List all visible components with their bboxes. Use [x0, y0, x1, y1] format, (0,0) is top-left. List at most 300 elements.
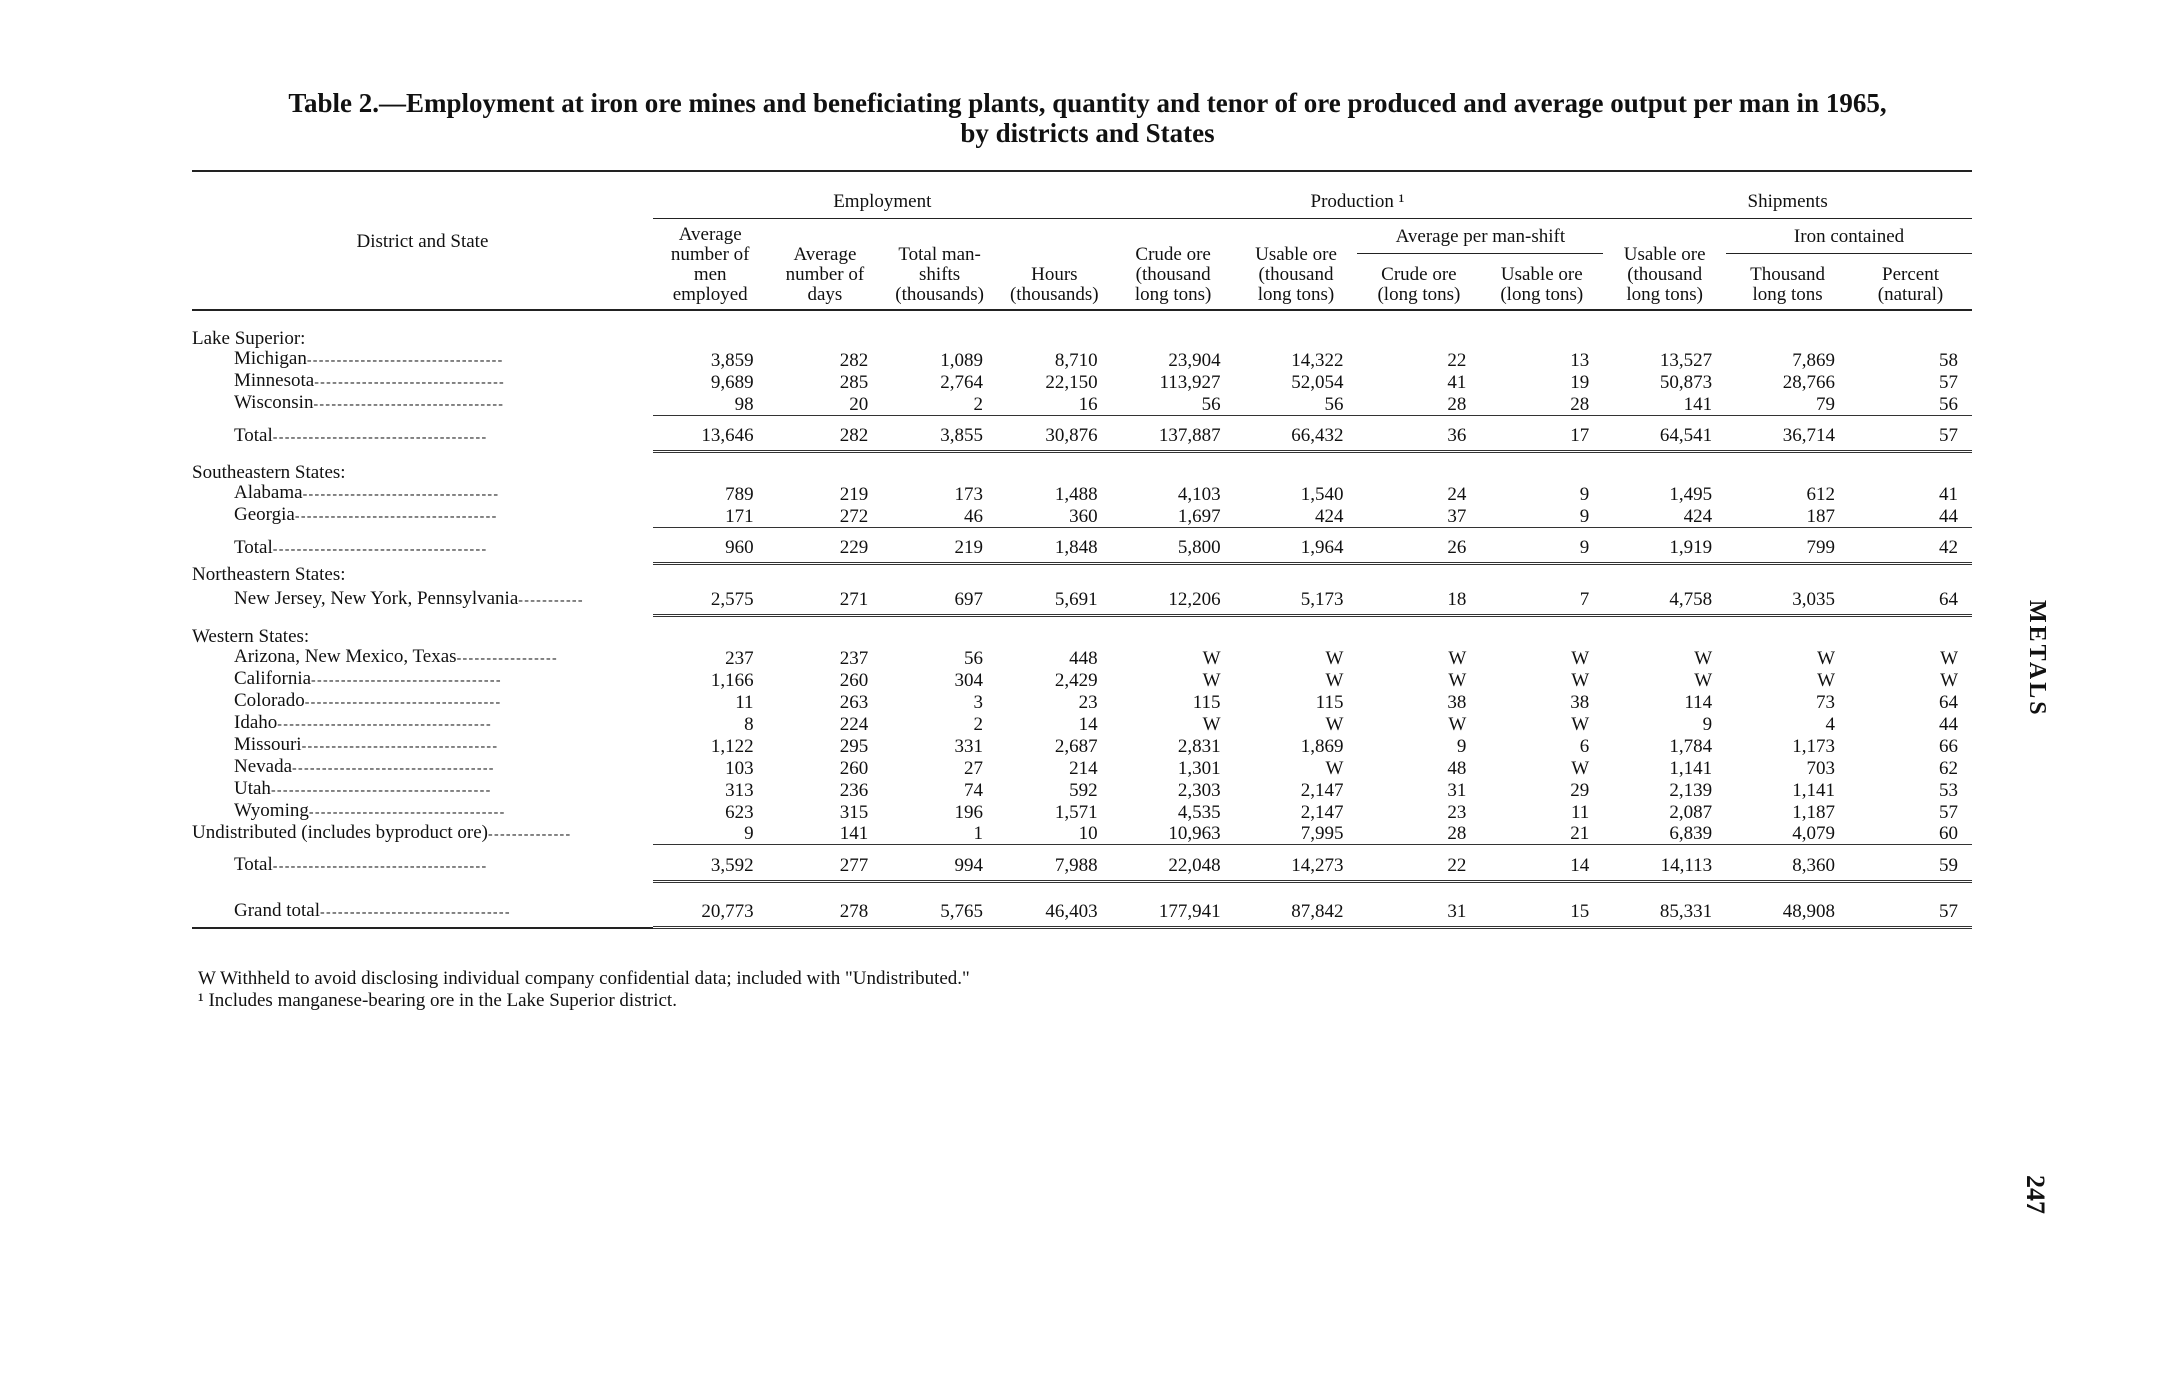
table-cell: 3,035 — [1726, 585, 1849, 615]
table-cell: 5,765 — [882, 897, 997, 928]
table-cell: 1,089 — [940, 350, 983, 371]
table-cell: 313 — [725, 779, 754, 801]
table-row — [192, 505, 1972, 527]
table-cell: 13,527 — [1659, 350, 1713, 371]
table-cell: 44 — [1939, 713, 1958, 735]
table-cell: 1,848 — [997, 534, 1112, 564]
table-cell: 98 — [653, 393, 768, 415]
row-label — [192, 585, 653, 615]
row-label — [192, 823, 653, 845]
table-cell: 7,995 — [1235, 823, 1358, 845]
table-cell: 592 — [1069, 779, 1098, 801]
table-cell: 56 — [963, 647, 983, 669]
row-label — [192, 713, 653, 735]
table-cell: 9 — [1480, 505, 1603, 527]
table-cell: 1,540 — [1300, 484, 1344, 505]
row-label-text: Wisconsin — [234, 392, 314, 413]
spacer-row — [192, 615, 1972, 627]
group-heading: Western States: — [192, 625, 310, 647]
table-cell: 23 — [1447, 801, 1467, 823]
leader-dots: ------------------------------------ — [272, 541, 488, 557]
leader-dots: -------------------------------- — [314, 375, 506, 390]
table-cell: 23 — [1078, 691, 1098, 713]
table-cell: 219 — [882, 534, 997, 564]
header-col-4: Hours (thousands) — [1009, 264, 1099, 305]
row-label — [192, 349, 653, 371]
table-cell: 2,303 — [1177, 779, 1221, 801]
table-cell: 4,103 — [1177, 484, 1221, 505]
table-cell: 2 — [973, 713, 983, 735]
table-cell: 20 — [768, 393, 883, 415]
table-cell: 13,646 — [653, 422, 768, 452]
table-cell: W — [1448, 647, 1467, 669]
table-cell: 37 — [1357, 505, 1480, 527]
leader-dots: ---------------------------------- — [292, 760, 495, 776]
header-col-5: Crude ore (thousand long tons) — [1134, 244, 1212, 305]
group-heading-row — [192, 565, 1972, 585]
table-cell: 260 — [839, 757, 869, 779]
row-label-text: Arizona, New Mexico, Texas — [234, 645, 457, 667]
table-cell: 1,166 — [710, 669, 754, 691]
row-label-text: Idaho — [234, 711, 278, 733]
leader-dots: -------------------------------- — [311, 672, 502, 688]
header-col-11: Percent (natural) — [1877, 264, 1944, 305]
table-cell: 74 — [963, 779, 983, 801]
table-cell: 1,173 — [1792, 735, 1836, 757]
leader-dots: --------------------------------- — [301, 738, 499, 754]
table-row — [192, 713, 1972, 735]
table-cell: 285 — [839, 372, 869, 393]
row-label-text: Alabama — [234, 482, 303, 503]
table-cell: 1 — [882, 823, 997, 845]
table-row — [192, 647, 1972, 669]
row-label — [192, 483, 653, 505]
table-cell: 315 — [839, 801, 869, 823]
table-cell: 271 — [768, 585, 883, 615]
table-cell: 424 — [1603, 505, 1726, 527]
header-col-8: Usable ore (long tons) — [1500, 264, 1584, 305]
table-cell: 42 — [1849, 534, 1972, 564]
table-cell: 7 — [1480, 585, 1603, 615]
table-cell: 2,139 — [1669, 779, 1713, 801]
table-cell: 115 — [1315, 691, 1344, 713]
table-cell: W — [1448, 713, 1467, 735]
table-cell: 1,964 — [1235, 534, 1358, 564]
table-cell: 697 — [882, 585, 997, 615]
footnote-1: ¹ Includes manganese-bearing ore in the Lake Superior district. — [198, 990, 677, 1011]
table-cell: 141 — [768, 823, 883, 845]
row-label — [192, 691, 653, 713]
table-body — [192, 310, 1972, 928]
row-label-text: Undistributed (includes byproduct ore) — [192, 821, 489, 843]
header-col-7: Crude ore (long tons) — [1377, 264, 1461, 305]
table-cell: 21 — [1480, 823, 1603, 845]
table-row — [192, 691, 1972, 713]
table-cell: 196 — [954, 801, 983, 823]
table-cell: 1,784 — [1669, 735, 1713, 757]
table-cell: 8,710 — [1054, 350, 1098, 371]
row-label — [192, 422, 653, 452]
table-cell: 173 — [954, 484, 983, 505]
table-cell: 73 — [1816, 691, 1836, 713]
title-line-2: by districts and States — [960, 118, 1215, 148]
table-row — [192, 585, 1972, 615]
leader-dots: --------------------------------- — [302, 487, 500, 502]
table-cell: 229 — [768, 534, 883, 564]
row-label-text: California — [234, 667, 312, 689]
table-cell: 1,488 — [1054, 484, 1098, 505]
table-cell: 56 — [1849, 393, 1972, 415]
table-cell: 14,273 — [1235, 851, 1358, 881]
table-cell: 14,113 — [1603, 851, 1726, 881]
table-cell: 13 — [1570, 350, 1590, 371]
table-cell: 3,592 — [653, 851, 768, 881]
leader-dots: ----------------- — [456, 650, 558, 666]
table-cell: 2,764 — [940, 372, 983, 393]
table-cell: 48 — [1447, 757, 1467, 779]
table-cell: 2,087 — [1669, 801, 1713, 823]
table-cell: 2 — [882, 393, 997, 415]
table-cell: 424 — [1235, 505, 1358, 527]
group-heading-row — [192, 329, 1972, 349]
table-cell: 1,571 — [1054, 801, 1098, 823]
table-cell: 282 — [768, 422, 883, 452]
row-label — [192, 735, 653, 757]
table-cell: 46 — [882, 505, 997, 527]
leader-dots: ------------------------------------- — [270, 782, 492, 798]
table-row — [192, 735, 1972, 757]
table-cell: 64 — [1939, 691, 1958, 713]
table-cell: 22,048 — [1112, 851, 1235, 881]
table-row — [192, 897, 1972, 928]
header-col-2: Average number of days — [785, 244, 865, 305]
table-cell: 103 — [725, 757, 754, 779]
table-cell: 53 — [1939, 779, 1958, 801]
table-cell: 12,206 — [1112, 585, 1235, 615]
table-cell: 2,687 — [1054, 735, 1098, 757]
header-iron-contained: Iron contained — [1726, 219, 1972, 254]
header-col-10: Thousand long tons — [1750, 264, 1826, 305]
table-row — [192, 851, 1972, 881]
leader-dots: -------------------------------- — [313, 397, 505, 412]
table-cell: 79 — [1726, 393, 1849, 415]
table-cell: 22,150 — [1045, 372, 1098, 393]
table-cell: 38 — [1570, 691, 1590, 713]
table-cell: 237 — [725, 647, 754, 669]
header-district: District and State — [356, 231, 489, 252]
table-cell: 30,876 — [997, 422, 1112, 452]
table-cell: 2,575 — [653, 585, 768, 615]
table-cell: W — [1571, 713, 1590, 735]
table-cell: 19 — [1570, 372, 1590, 393]
table-cell: 4,758 — [1603, 585, 1726, 615]
row-label-text: Michigan — [234, 348, 307, 369]
table-cell: W — [1202, 713, 1221, 735]
table-cell: 14 — [1078, 713, 1098, 735]
table-cell: 3 — [973, 691, 983, 713]
table-row — [192, 371, 1972, 393]
header-col-6: Usable ore (thousand long tons) — [1255, 244, 1337, 305]
table-cell: 8 — [744, 713, 754, 735]
table-cell: 9 — [653, 823, 768, 845]
table-cell: 5,173 — [1235, 585, 1358, 615]
row-label — [192, 371, 653, 393]
table-cell: 1,141 — [1669, 757, 1713, 779]
table-cell: 36 — [1357, 422, 1480, 452]
leader-dots: -------------- — [488, 826, 572, 842]
table-row — [192, 483, 1972, 505]
table-cell: 141 — [1603, 393, 1726, 415]
table-row — [192, 823, 1972, 845]
table-cell: W — [1940, 647, 1958, 669]
table-cell: 9,689 — [710, 372, 754, 393]
table-cell: 214 — [1069, 757, 1098, 779]
table-cell: 41 — [1939, 484, 1958, 505]
table-cell: 260 — [839, 669, 869, 691]
table-cell: 23,904 — [1168, 350, 1221, 371]
row-label — [192, 393, 653, 415]
table-cell: 22 — [1447, 350, 1467, 371]
table-cell: 114 — [1684, 691, 1713, 713]
table-cell: W — [1817, 647, 1836, 669]
table-cell: 236 — [839, 779, 869, 801]
table-cell: 237 — [839, 647, 869, 669]
spacer-row — [192, 452, 1972, 464]
table-cell: 10 — [997, 823, 1112, 845]
table-cell: 56 — [1112, 393, 1235, 415]
row-label-text: Utah — [234, 777, 271, 799]
table-cell: 31 — [1357, 897, 1480, 928]
table-cell: 4,079 — [1726, 823, 1849, 845]
table-cell: 50,873 — [1659, 372, 1713, 393]
table-cell: W — [1694, 669, 1713, 691]
table-cell: 64 — [1849, 585, 1972, 615]
table-cell: W — [1571, 647, 1590, 669]
table-cell: 1,187 — [1792, 801, 1836, 823]
table-cell: 612 — [1806, 484, 1836, 505]
table-cell: 1,697 — [1112, 505, 1235, 527]
table-cell: 7,988 — [997, 851, 1112, 881]
table-cell: 295 — [839, 735, 869, 757]
table-cell: 85,331 — [1603, 897, 1726, 928]
table-cell: 57 — [1939, 801, 1958, 823]
table-cell: 29 — [1570, 779, 1590, 801]
table-cell: 2,429 — [1054, 669, 1098, 691]
row-label — [192, 851, 653, 881]
header-production: Production ¹ — [1112, 176, 1604, 219]
table-cell: 1,301 — [1177, 757, 1221, 779]
table-cell: 46,403 — [997, 897, 1112, 928]
table-cell: 219 — [839, 484, 869, 505]
table-cell: 20,773 — [653, 897, 768, 928]
row-label — [192, 647, 653, 669]
row-label-text: Total — [234, 424, 273, 446]
table-cell: 1,919 — [1603, 534, 1726, 564]
row-label — [192, 757, 653, 779]
table-row — [192, 534, 1972, 564]
row-label — [192, 779, 653, 801]
table-cell: 10,963 — [1112, 823, 1235, 845]
table-cell: 360 — [997, 505, 1112, 527]
table-cell: 1,122 — [710, 735, 754, 757]
leader-dots: --------------------------------- — [304, 694, 502, 710]
table-cell: 5,800 — [1112, 534, 1235, 564]
page-number: 247 — [2021, 1175, 2050, 1214]
table-cell: 1,495 — [1669, 484, 1713, 505]
table-cell: 58 — [1939, 350, 1958, 371]
table-cell: 282 — [839, 350, 869, 371]
group-heading-row — [192, 463, 1972, 483]
table-cell: 187 — [1726, 505, 1849, 527]
table-cell: W — [1325, 713, 1344, 735]
table-row — [192, 393, 1972, 415]
row-label-text: Georgia — [234, 504, 295, 525]
table-cell: 3,855 — [882, 422, 997, 452]
table-cell: 263 — [839, 691, 869, 713]
table-title — [0, 88, 2175, 148]
table-cell: 277 — [768, 851, 883, 881]
table-cell: 113,927 — [1159, 372, 1221, 393]
row-label-text: Wyoming — [234, 799, 309, 821]
footnote-w: W Withheld to avoid disclosing individual company confidential data; included with "Undistributed." — [198, 968, 970, 989]
header-shipments: Shipments — [1603, 176, 1972, 219]
table-cell: 14 — [1480, 851, 1603, 881]
table-cell: 62 — [1939, 757, 1958, 779]
header-employment: Employment — [653, 176, 1112, 219]
table-cell: 18 — [1357, 585, 1480, 615]
table-row — [192, 757, 1972, 779]
table-row — [192, 349, 1972, 371]
table-cell: W — [1940, 669, 1958, 691]
table-cell: 137,887 — [1112, 422, 1235, 452]
table-cell: W — [1448, 669, 1467, 691]
table-cell: 304 — [954, 669, 983, 691]
table-cell: 15 — [1480, 897, 1603, 928]
table-cell: 6 — [1579, 735, 1590, 757]
table-cell: 8,360 — [1726, 851, 1849, 881]
table-cell: 2,147 — [1300, 801, 1344, 823]
group-heading: Northeastern States: — [192, 564, 346, 585]
row-label — [192, 897, 653, 928]
leader-dots: -------------------------------- — [320, 904, 511, 920]
table-cell: 331 — [954, 735, 983, 757]
header-col-9: Usable ore (thousand long tons) — [1623, 244, 1706, 305]
table-cell: 9 — [1480, 534, 1603, 564]
table-cell: W — [1817, 669, 1836, 691]
table-cell: 48,908 — [1726, 897, 1849, 928]
table-cell: 994 — [882, 851, 997, 881]
table-cell: W — [1571, 757, 1590, 779]
table-cell: 57 — [1939, 372, 1958, 393]
row-label — [192, 801, 653, 823]
table-cell: W — [1571, 669, 1590, 691]
table-cell: 272 — [768, 505, 883, 527]
table-cell: W — [1202, 669, 1221, 691]
table-cell: 87,842 — [1235, 897, 1358, 928]
footnotes — [198, 968, 970, 1012]
row-label-text: Total — [234, 536, 273, 558]
table-cell: 960 — [653, 534, 768, 564]
table-cell: 66 — [1939, 735, 1958, 757]
table-cell: 4,535 — [1177, 801, 1221, 823]
table-cell: 41 — [1447, 372, 1467, 393]
table-cell: 3,859 — [710, 350, 754, 371]
leader-dots: ------------------------------------ — [272, 429, 488, 445]
employment-table — [192, 170, 1972, 929]
table-cell: 9 — [1456, 735, 1467, 757]
row-label — [192, 534, 653, 564]
table-cell: 26 — [1357, 534, 1480, 564]
side-section-label: METALS — [2024, 600, 2050, 718]
table-cell: 7,869 — [1792, 350, 1836, 371]
table-cell: 6,839 — [1603, 823, 1726, 845]
table-cell: 4 — [1825, 713, 1836, 735]
leader-dots: ------------------------------------ — [272, 859, 488, 874]
table-cell: 52,054 — [1291, 372, 1344, 393]
table-cell: 66,432 — [1235, 422, 1358, 452]
table-cell: 799 — [1726, 534, 1849, 564]
table-cell: 448 — [1069, 647, 1098, 669]
table-cell: W — [1694, 647, 1713, 669]
leader-dots: ------------------------------------ — [277, 716, 492, 732]
table-cell: 28 — [1357, 823, 1480, 845]
row-label — [192, 505, 653, 527]
row-label-text: Nevada — [234, 755, 293, 777]
table-cell: 11 — [1570, 801, 1590, 823]
leader-dots: --------------------------------- — [306, 353, 504, 368]
leader-dots: --------------------------------- — [308, 804, 506, 820]
table-cell: W — [1202, 647, 1221, 669]
table-cell: 14,322 — [1291, 350, 1344, 371]
title-line-1: Table 2.—Employment at iron ore mines and beneficiating plants, quantity and tenor of ore produced and average output per man in 1965, — [288, 88, 1887, 118]
table-cell: 60 — [1849, 823, 1972, 845]
row-label-text: Grand total — [234, 899, 321, 921]
table-cell: 59 — [1849, 851, 1972, 881]
table-cell: W — [1325, 669, 1344, 691]
table-cell: 31 — [1447, 779, 1467, 801]
table-cell: 5,691 — [997, 585, 1112, 615]
table-cell: 9 — [1702, 713, 1713, 735]
row-label — [192, 669, 653, 691]
table-cell: 171 — [653, 505, 768, 527]
row-label-text: Missouri — [234, 733, 302, 755]
table-cell: 36,714 — [1726, 422, 1849, 452]
table-cell: 2,831 — [1177, 735, 1221, 757]
header-avg-per-man-shift: Average per man-shift — [1357, 219, 1603, 254]
table-cell: 57 — [1849, 422, 1972, 452]
table-row — [192, 669, 1972, 691]
table-cell: 22 — [1357, 851, 1480, 881]
table-cell: 623 — [725, 801, 754, 823]
table-cell: 2,147 — [1300, 779, 1344, 801]
table-cell: 177,941 — [1112, 897, 1235, 928]
table-cell: 44 — [1849, 505, 1972, 527]
table-cell: 28,766 — [1782, 372, 1836, 393]
table-row — [192, 779, 1972, 801]
table-cell: W — [1325, 647, 1344, 669]
table-cell: 9 — [1579, 484, 1590, 505]
table-cell: 17 — [1480, 422, 1603, 452]
group-heading: Southeastern States: — [192, 462, 346, 483]
table-cell: 11 — [735, 691, 754, 713]
table-row — [192, 801, 1972, 823]
header-col-1: Average number of men employed — [670, 224, 750, 305]
table-cell: 1,869 — [1300, 735, 1344, 757]
group-heading-row — [192, 627, 1972, 647]
spacer-row — [192, 881, 1972, 893]
table-cell: 703 — [1806, 757, 1836, 779]
leader-dots: ----------- — [518, 593, 584, 608]
